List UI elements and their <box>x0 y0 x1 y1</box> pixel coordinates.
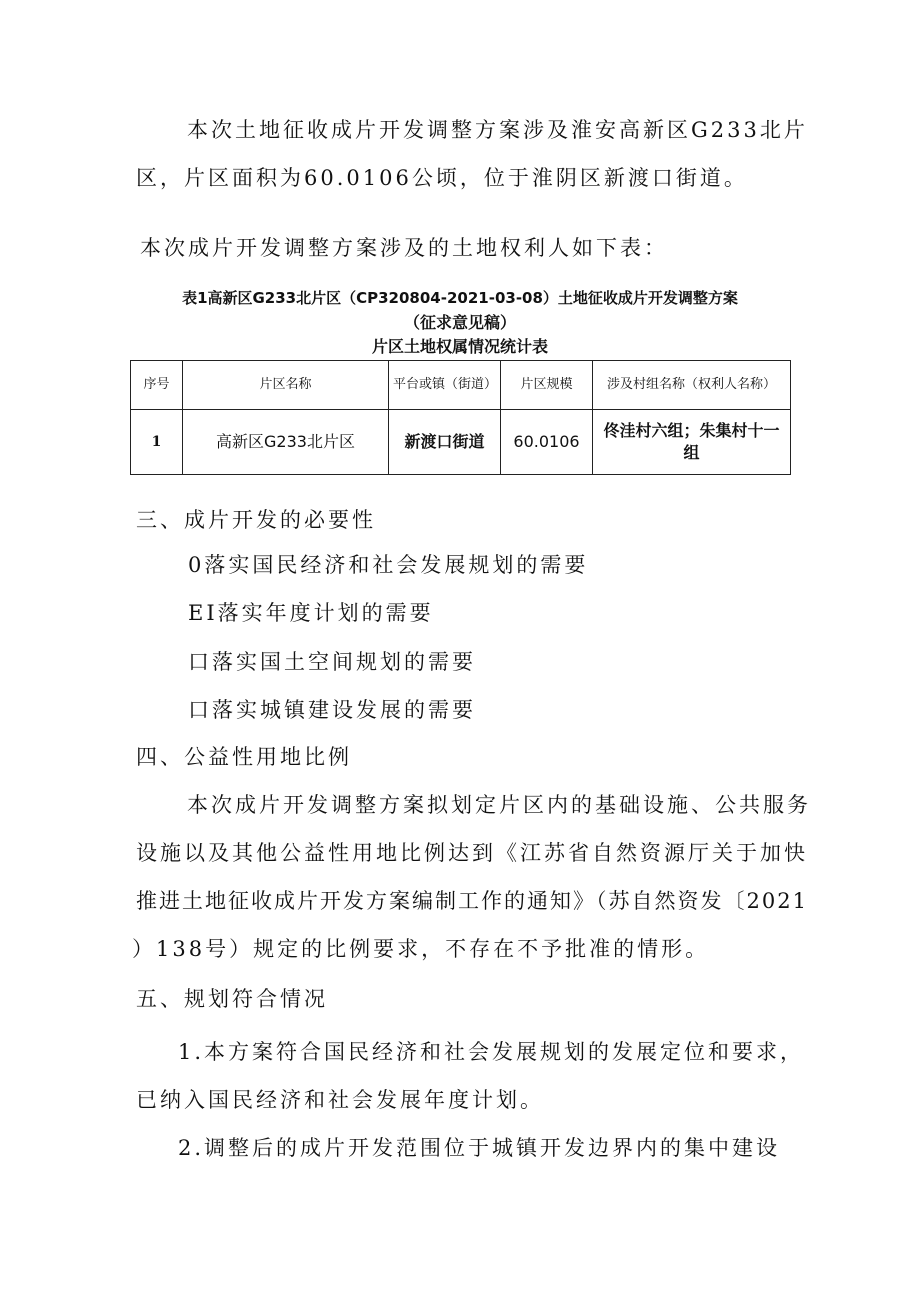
header-area-scale: 片区规模 <box>501 361 593 410</box>
table-caption-subtitle: 片区土地权属情况统计表 <box>371 337 548 356</box>
section-3-item-4: 口落实城镇建设发展的需要 <box>188 698 476 722</box>
intro-paragraph-line-1: 本次土地征收成片开发调整方案涉及淮安高新区G233北片 <box>187 118 808 142</box>
cell-platform-town: 新渡口街道 <box>389 410 501 475</box>
section-5-heading: 五、规划符合情况 <box>136 987 328 1011</box>
section-5-line-2: 已纳入国民经济和社会发展年度计划。 <box>136 1088 544 1112</box>
header-platform-town: 平台或镇（街道） <box>389 361 501 410</box>
section-4-line-4: ）138号）规定的比例要求，不存在不予批准的情形。 <box>132 937 710 961</box>
section-4-line-2: 设施以及其他公益性用地比例达到《江苏省自然资源厅关于加快 <box>136 841 808 865</box>
table-caption-title: 表1高新区G233北片区（CP320804-2021-03-08）土地征收成片开发调整方案 <box>182 289 738 307</box>
section-3-item-3: 口落实国土空间规划的需要 <box>188 650 476 674</box>
section-5-line-3: 2.调整后的成片开发范围位于城镇开发边界内的集中建设 <box>178 1136 781 1160</box>
section-3-heading: 三、成片开发的必要性 <box>136 508 376 532</box>
section-4-line-1: 本次成片开发调整方案拟划定片区内的基础设施、公共服务 <box>187 793 811 817</box>
cell-village-groups: 佟洼村六组；朱集村十一组 <box>593 410 791 475</box>
section-4-heading: 四、公益性用地比例 <box>136 745 352 769</box>
intro-table-lead: 本次成片开发调整方案涉及的土地权利人如下表： <box>140 236 668 260</box>
header-serial-number: 序号 <box>131 361 183 410</box>
intro-paragraph-line-2: 区，片区面积为60.0106公顷，位于淮阴区新渡口街道。 <box>136 166 748 190</box>
table-caption-draft: （征求意见稿） <box>403 313 516 332</box>
table-row <box>131 410 791 475</box>
section-3-item-1: 0落实国民经济和社会发展规划的需要 <box>188 553 589 577</box>
cell-serial-number: 1 <box>131 410 183 475</box>
section-5-line-1: 1.本方案符合国民经济和社会发展规划的发展定位和要求， <box>178 1040 805 1064</box>
header-area-name: 片区名称 <box>183 361 389 410</box>
section-3-item-2: EI落实年度计划的需要 <box>188 601 434 625</box>
section-4-line-3: 推进土地征收成片开发方案编制工作的通知》（苏自然资发〔2021 <box>136 889 808 913</box>
table-header-row <box>131 361 791 410</box>
land-rights-table <box>130 360 791 475</box>
header-village-groups: 涉及村组名称（权利人名称） <box>593 361 791 410</box>
cell-area-scale: 60.0106 <box>501 410 593 475</box>
cell-area-name: 高新区G233北片区 <box>183 410 389 475</box>
